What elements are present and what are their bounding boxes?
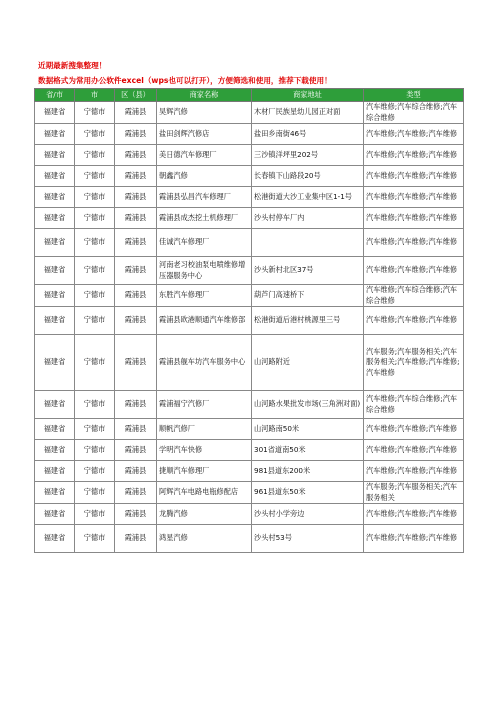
cell-merchant-name: 阿辉汽车电路电瓶修配店	[157, 482, 252, 504]
cell-merchant-address: 961县道东50米	[252, 482, 364, 504]
cell-district: 霞浦县	[115, 419, 157, 440]
table-row	[35, 419, 464, 440]
cell-type: 汽车服务;汽车服务相关;汽车服务相关;汽车维修;汽车维修;汽车维修	[364, 335, 464, 391]
cell-district: 霞浦县	[115, 482, 157, 504]
cell-city: 宁德市	[75, 440, 115, 461]
cell-type: 汽车维修;汽车维修;汽车维修	[364, 440, 464, 461]
cell-merchant-name: 霞浦县欧港顺通汽车维修部	[157, 307, 252, 335]
cell-merchant-address: 山河路水果批发市场(三角洲对面)	[252, 391, 364, 419]
cell-merchant-name: 捷顺汽车修理厂	[157, 461, 252, 482]
cell-province: 福建省	[35, 208, 75, 229]
cell-city: 宁德市	[75, 461, 115, 482]
cell-merchant-name: 学明汽车快修	[157, 440, 252, 461]
cell-province: 福建省	[35, 229, 75, 257]
table-row	[35, 440, 464, 461]
cell-city: 宁德市	[75, 504, 115, 525]
table-row	[35, 124, 464, 145]
cell-type: 汽车维修;汽车维修;汽车维修	[364, 504, 464, 525]
cell-province: 福建省	[35, 307, 75, 335]
header-merchant-address: 商家地址	[252, 89, 364, 102]
cell-district: 霞浦县	[115, 525, 157, 553]
cell-city: 宁德市	[75, 419, 115, 440]
cell-province: 福建省	[35, 482, 75, 504]
table-row	[35, 504, 464, 525]
cell-merchant-address: 981县道东200米	[252, 461, 364, 482]
cell-merchant-address: 松港街道后港村桃源里三号	[252, 307, 364, 335]
cell-merchant-name: 朝鑫汽修	[157, 166, 252, 187]
cell-district: 霞浦县	[115, 187, 157, 208]
cell-type: 汽车维修;汽车维修;汽车维修	[364, 166, 464, 187]
cell-district: 霞浦县	[115, 335, 157, 391]
cell-city: 宁德市	[75, 208, 115, 229]
cell-district: 霞浦县	[115, 229, 157, 257]
cell-city: 宁德市	[75, 102, 115, 124]
cell-city: 宁德市	[75, 257, 115, 285]
cell-district: 霞浦县	[115, 504, 157, 525]
table-row	[35, 461, 464, 482]
table-row	[35, 102, 464, 124]
cell-type: 汽车维修;汽车维修;汽车维修	[364, 307, 464, 335]
header-district: 区（县）	[115, 89, 157, 102]
cell-district: 霞浦县	[115, 145, 157, 166]
cell-city: 宁德市	[75, 335, 115, 391]
table-row	[35, 145, 464, 166]
cell-type: 汽车维修;汽车维修;汽车维修	[364, 124, 464, 145]
cell-city: 宁德市	[75, 391, 115, 419]
cell-province: 福建省	[35, 166, 75, 187]
cell-merchant-name: 鸿星汽修	[157, 525, 252, 553]
cell-merchant-address: 盐田乡南街46号	[252, 124, 364, 145]
table-row	[35, 285, 464, 307]
table-header-row	[35, 89, 464, 102]
header-merchant-name: 商家名称	[157, 89, 252, 102]
table-row	[35, 187, 464, 208]
cell-merchant-name: 河南老习校油泵电喷维修增压器服务中心	[157, 257, 252, 285]
cell-district: 霞浦县	[115, 102, 157, 124]
notice-line-1: 近期最新搜集整理！	[38, 61, 107, 70]
cell-merchant-name: 霞浦县成杰挖土机修理厂	[157, 208, 252, 229]
cell-merchant-address: 沙头村小学旁边	[252, 504, 364, 525]
cell-merchant-address: 沙头新村北区37号	[252, 257, 364, 285]
cell-type: 汽车维修;汽车维修;汽车维修	[364, 525, 464, 553]
cell-merchant-name: 东胜汽车修理厂	[157, 285, 252, 307]
cell-city: 宁德市	[75, 229, 115, 257]
cell-merchant-address: 沙头村53号	[252, 525, 364, 553]
cell-province: 福建省	[35, 419, 75, 440]
table-row	[35, 335, 464, 391]
cell-district: 霞浦县	[115, 461, 157, 482]
cell-province: 福建省	[35, 145, 75, 166]
cell-province: 福建省	[35, 525, 75, 553]
cell-merchant-name: 昊辉汽修	[157, 102, 252, 124]
table-row	[35, 208, 464, 229]
cell-type: 汽车维修;汽车维修;汽车维修	[364, 419, 464, 440]
cell-city: 宁德市	[75, 124, 115, 145]
cell-district: 霞浦县	[115, 285, 157, 307]
cell-merchant-name: 盐田剑辉汽修店	[157, 124, 252, 145]
cell-type: 汽车维修;汽车综合维修;汽车综合维修	[364, 285, 464, 307]
cell-district: 霞浦县	[115, 307, 157, 335]
merchant-table	[34, 88, 464, 553]
cell-type: 汽车维修;汽车维修;汽车维修	[364, 187, 464, 208]
cell-type: 汽车维修;汽车维修;汽车维修	[364, 208, 464, 229]
cell-type: 汽车服务;汽车服务相关;汽车服务相关	[364, 482, 464, 504]
cell-merchant-name: 霞浦县舰车坊汽车服务中心	[157, 335, 252, 391]
cell-merchant-name: 佳诚汽车修理厂	[157, 229, 252, 257]
cell-merchant-name: 龙腾汽修	[157, 504, 252, 525]
cell-province: 福建省	[35, 124, 75, 145]
cell-province: 福建省	[35, 187, 75, 208]
cell-province: 福建省	[35, 461, 75, 482]
cell-merchant-address: 木材厂民族星幼儿园正对面	[252, 102, 364, 124]
cell-province: 福建省	[35, 440, 75, 461]
table-row	[35, 525, 464, 553]
cell-type: 汽车维修;汽车维修;汽车维修	[364, 257, 464, 285]
cell-merchant-address: 长春镇下山路段20号	[252, 166, 364, 187]
table-row	[35, 229, 464, 257]
table-row	[35, 257, 464, 285]
cell-merchant-address: 山河路南50米	[252, 419, 364, 440]
header-province: 省/市	[35, 89, 75, 102]
cell-type: 汽车维修;汽车维修;汽车维修	[364, 461, 464, 482]
cell-city: 宁德市	[75, 307, 115, 335]
cell-type: 汽车维修;汽车综合维修;汽车综合维修	[364, 391, 464, 419]
cell-district: 霞浦县	[115, 166, 157, 187]
cell-city: 宁德市	[75, 482, 115, 504]
cell-merchant-address: 沙头村停车厂内	[252, 208, 364, 229]
cell-province: 福建省	[35, 257, 75, 285]
cell-merchant-address: 山河路附近	[252, 335, 364, 391]
cell-province: 福建省	[35, 391, 75, 419]
cell-merchant-name: 顺帆汽修厂	[157, 419, 252, 440]
table-row	[35, 166, 464, 187]
header-city: 市	[75, 89, 115, 102]
cell-merchant-name: 美日德汽车修理厂	[157, 145, 252, 166]
cell-city: 宁德市	[75, 187, 115, 208]
cell-province: 福建省	[35, 285, 75, 307]
header-type: 类型	[364, 89, 464, 102]
cell-district: 霞浦县	[115, 124, 157, 145]
cell-district: 霞浦县	[115, 440, 157, 461]
cell-province: 福建省	[35, 102, 75, 124]
cell-merchant-name: 霞浦县弘昌汽车修理厂	[157, 187, 252, 208]
cell-merchant-name: 霞浦福宁汽修厂	[157, 391, 252, 419]
cell-city: 宁德市	[75, 145, 115, 166]
cell-province: 福建省	[35, 504, 75, 525]
cell-district: 霞浦县	[115, 208, 157, 229]
cell-district: 霞浦县	[115, 257, 157, 285]
cell-city: 宁德市	[75, 166, 115, 187]
cell-merchant-address: 三沙镇洋坪里202号	[252, 145, 364, 166]
cell-type: 汽车维修;汽车维修;汽车维修	[364, 145, 464, 166]
cell-merchant-address	[252, 229, 364, 257]
cell-province: 福建省	[35, 335, 75, 391]
cell-merchant-address: 葫芦门高速桥下	[252, 285, 364, 307]
cell-merchant-address: 301省道南50米	[252, 440, 364, 461]
cell-district: 霞浦县	[115, 391, 157, 419]
table-row	[35, 391, 464, 419]
cell-type: 汽车维修;汽车维修;汽车维修	[364, 229, 464, 257]
cell-city: 宁德市	[75, 285, 115, 307]
cell-type: 汽车维修;汽车综合维修;汽车综合维修	[364, 102, 464, 124]
cell-merchant-address: 松港街道大沙工业集中区1-1号	[252, 187, 364, 208]
cell-city: 宁德市	[75, 525, 115, 553]
table-row	[35, 307, 464, 335]
table-row	[35, 482, 464, 504]
notice-line-2: 数据格式为常用办公软件excel（wps也可以打开），方便筛选和使用，推荐下载使用！	[38, 76, 332, 85]
